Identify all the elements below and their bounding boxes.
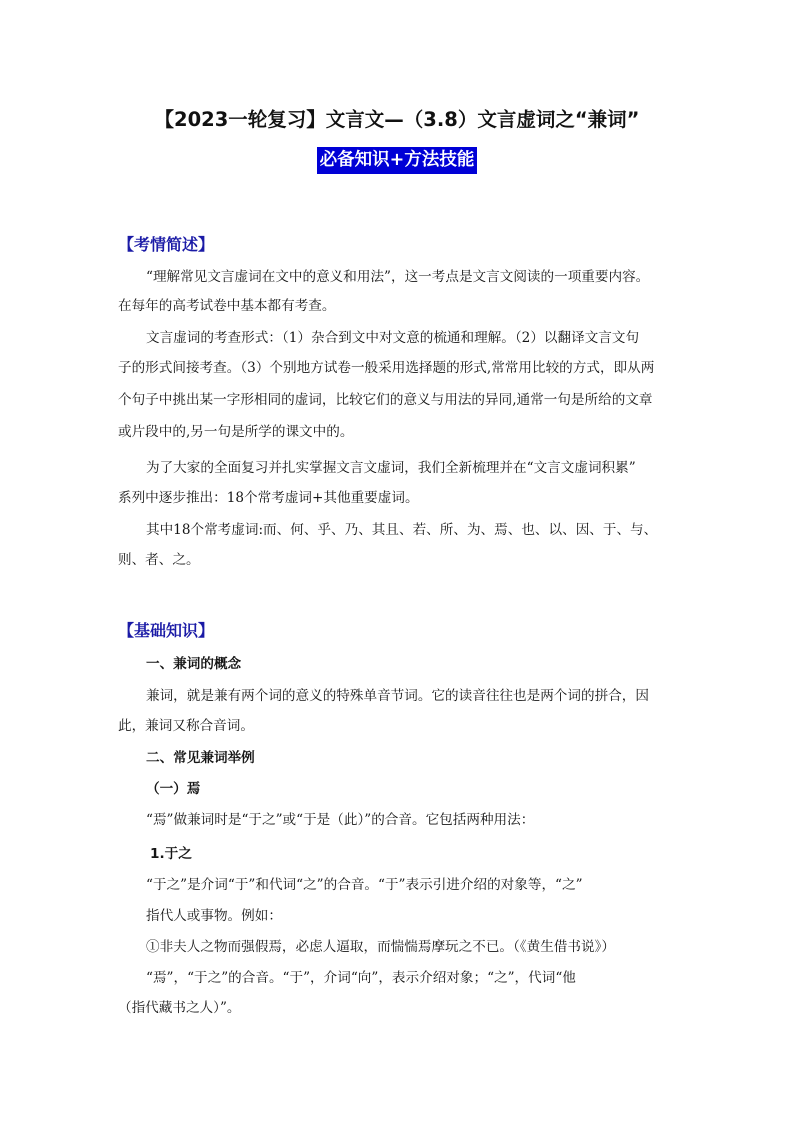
paragraph-line: “于之”是介词“于”和代词“之”的合音。“于”表示引进介绍的对象等，“之” xyxy=(146,877,583,893)
paragraph-line: “焉”做兼词时是“于之”或“于是（此）”的合音。它包括两种用法： xyxy=(146,812,535,828)
paragraph-line: 在每年的高考试卷中基本都有考查。 xyxy=(118,298,336,314)
paragraph-line: 指代人或事物。例如： xyxy=(146,908,282,924)
subtitle-highlight: 必备知识+方法技能 xyxy=(317,147,478,174)
paragraph-line: 个句子中挑出某一字形相同的虚词，比较它们的意义与用法的异同,通常一句是所给的文章 xyxy=(118,392,653,408)
paragraph-line: “焉”，“于之”的合音。“于”，介词“向”，表示介绍对象；“之”，代词“他 xyxy=(146,970,576,986)
section-heading-exam-overview: 【考情简述】 xyxy=(118,235,215,254)
section-heading-basic-knowledge: 【基础知识】 xyxy=(118,621,215,640)
paragraph-line: 其中18个常考虚词:而、何、乎、乃、其且、若、所、为、焉、也、以、因、于、与、 xyxy=(146,522,658,538)
subheading-yan: （一）焉 xyxy=(146,781,201,797)
paragraph-line: 为了大家的全面复习并扎实掌握文言文虚词，我们全新梳理并在“文言文虚词积累” xyxy=(146,460,636,476)
paragraph-line: 文言虚词的考查形式：（1）杂合到文中对文意的梳通和理解。（2）以翻译文言文句 xyxy=(146,330,640,346)
paragraph-line: （指代藏书之人）”。 xyxy=(118,1000,241,1016)
paragraph-line: 兼词，就是兼有两个词的意义的特殊单音节词。它的读音往往也是两个词的拼合，因 xyxy=(146,688,649,704)
paragraph-line: 则、者、之。 xyxy=(118,552,200,568)
paragraph-line: “理解常见文言虚词在文中的意义和用法”，这一考点是文言文阅读的一项重要内容。 xyxy=(146,269,650,285)
subheading-yuzhi: 1.于之 xyxy=(150,846,192,862)
paragraph-line: 或片段中的,另一句是所学的课文中的。 xyxy=(118,424,354,440)
subtitle-row xyxy=(0,147,794,174)
document-title: 【2023一轮复习】文言文—（3.8）文言虚词之“兼词” xyxy=(154,108,640,131)
paragraph-line: 此，兼词又称合音词。 xyxy=(118,718,254,734)
example-sentence: ①非夫人之物而强假焉，必虑人逼取，而惴惴焉摩玩之不已。（《黄生借书说》） xyxy=(146,939,615,955)
subheading-concept: 一、兼词的概念 xyxy=(146,656,242,672)
paragraph-line: 系列中逐步推出：18个常考虚词+其他重要虚词。 xyxy=(118,490,419,506)
paragraph-line: 子的形式间接考查。（3）个别地方试卷一般采用选择题的形式,常常用比较的方式，即从两 xyxy=(118,360,655,376)
subheading-examples: 二、常见兼词举例 xyxy=(146,750,255,766)
